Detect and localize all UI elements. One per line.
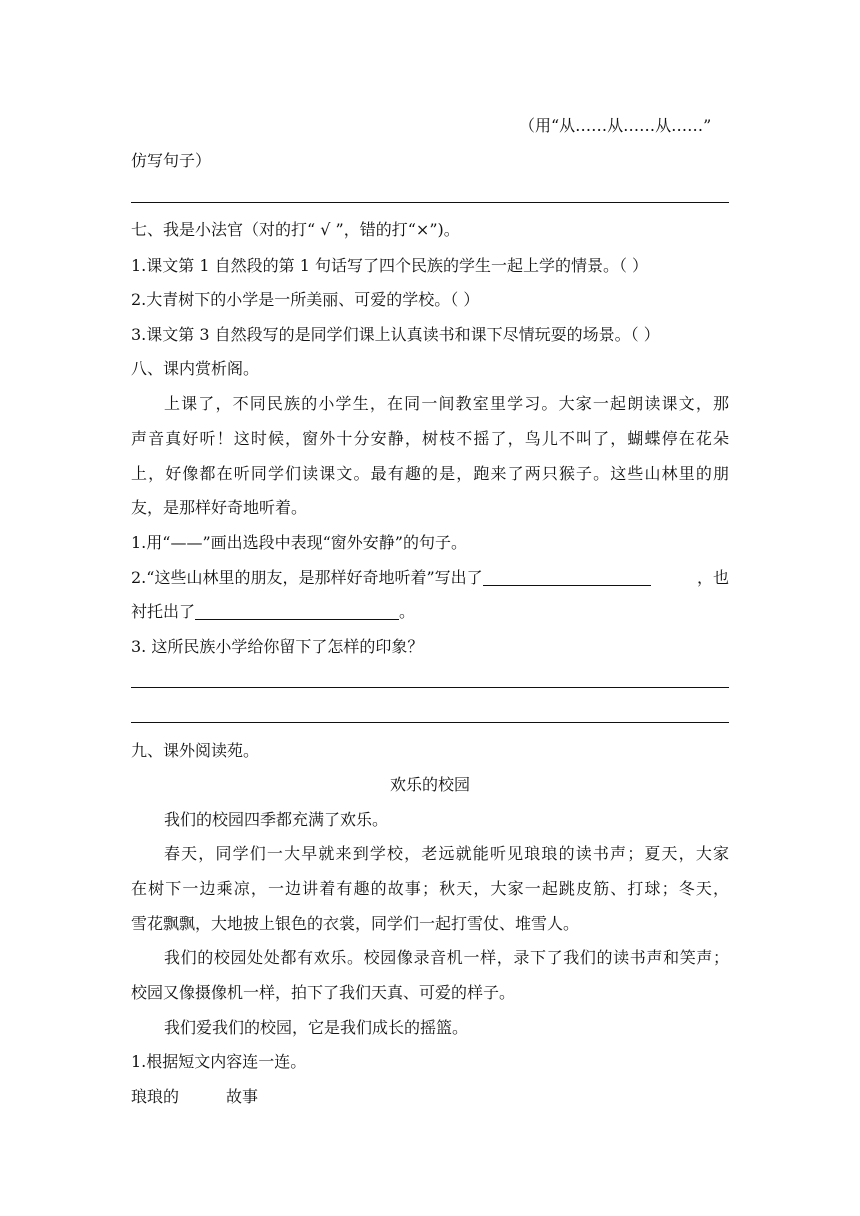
- answer-line[interactable]: [131, 202, 729, 203]
- match-left-item[interactable]: 琅琅的: [131, 1087, 180, 1106]
- passage-line: 上课了，不同民族的小学生，在同一间教室里学习。大家一起朗读课文，那: [164, 394, 729, 413]
- reading-question-2-cont: [131, 601, 415, 623]
- answer-line[interactable]: [131, 722, 729, 723]
- essay-line: 我们爱我们的校园，它是我们成长的摇篮。: [164, 1018, 469, 1037]
- essay-line: 我们的校园处处都有欢乐。校园像录音机一样，录下了我们的读书声和笑声；: [164, 948, 729, 967]
- passage-line: 友，是那样好奇地听着。: [131, 498, 308, 517]
- passage-line: 声音真好听！这时候，窗外十分安静，树枝不摇了，鸟儿不叫了，蝴蝶停在花朵: [131, 429, 729, 448]
- judge-question-3: 3.课文第 3 自然段写的是同学们课上认真读书和课下尽情玩耍的场景。（ ）: [131, 325, 660, 344]
- prompt-continuation: （用“从……从……从……”: [519, 116, 712, 135]
- essay-line: 雪花飘飘，大地披上银色的衣裳，同学们一起打雪仗、堆雪人。: [131, 914, 580, 933]
- matching-question-1: 1.根据短文内容连一连。: [131, 1052, 307, 1071]
- reading-question-3: 3. 这所民族小学给你留下了怎样的印象？: [131, 637, 424, 656]
- match-right-item[interactable]: 故事: [226, 1087, 259, 1106]
- judge-question-1: 1.课文第 1 自然段的第 1 句话写了四个民族的学生一起上学的情景。（ ）: [131, 256, 649, 275]
- fill-blank[interactable]: [195, 601, 399, 620]
- question-text: 。: [399, 602, 416, 621]
- judge-question-2: 2.大青树下的小学是一所美丽、可爱的学校。（ ）: [131, 290, 480, 309]
- reading-question-1: 1.用“——”画出选段中表现“窗外安静”的句子。: [131, 533, 467, 552]
- question-text: 2.“这些山林里的朋友，是那样好奇地听着”写出了: [131, 568, 483, 587]
- section-9-title: 九、课外阅读苑。: [131, 741, 260, 760]
- answer-line[interactable]: [131, 687, 729, 688]
- essay-title: 欢乐的校园: [389, 775, 470, 794]
- essay-line: 校园又像摄像机一样，拍下了我们天真、可爱的样子。: [131, 983, 516, 1002]
- passage-line: 上，好像都在听同学们读课文。最有趣的是，跑来了两只猴子。这些山林里的朋: [131, 464, 729, 483]
- reading-question-2: [131, 567, 729, 589]
- fill-blank[interactable]: [483, 567, 651, 586]
- essay-line: 我们的校园四季都充满了欢乐。: [164, 810, 389, 829]
- section-8-title: 八、课内赏析阁。: [131, 359, 260, 378]
- question-text: ，也: [696, 568, 729, 587]
- essay-line: 春天，同学们一大早就来到学校，老远就能听见琅琅的读书声；夏天，大家: [164, 844, 729, 863]
- question-text: 衬托出了: [131, 602, 196, 621]
- section-7-title: 七、我是小法官（对的打“ √ ”，错的打“×”)。: [131, 220, 460, 239]
- prompt-continuation-end: 仿写句子）: [131, 151, 212, 170]
- essay-line: 在树下一边乘凉，一边讲着有趣的故事；秋天，大家一起跳皮筋、打球；冬天，: [131, 879, 729, 898]
